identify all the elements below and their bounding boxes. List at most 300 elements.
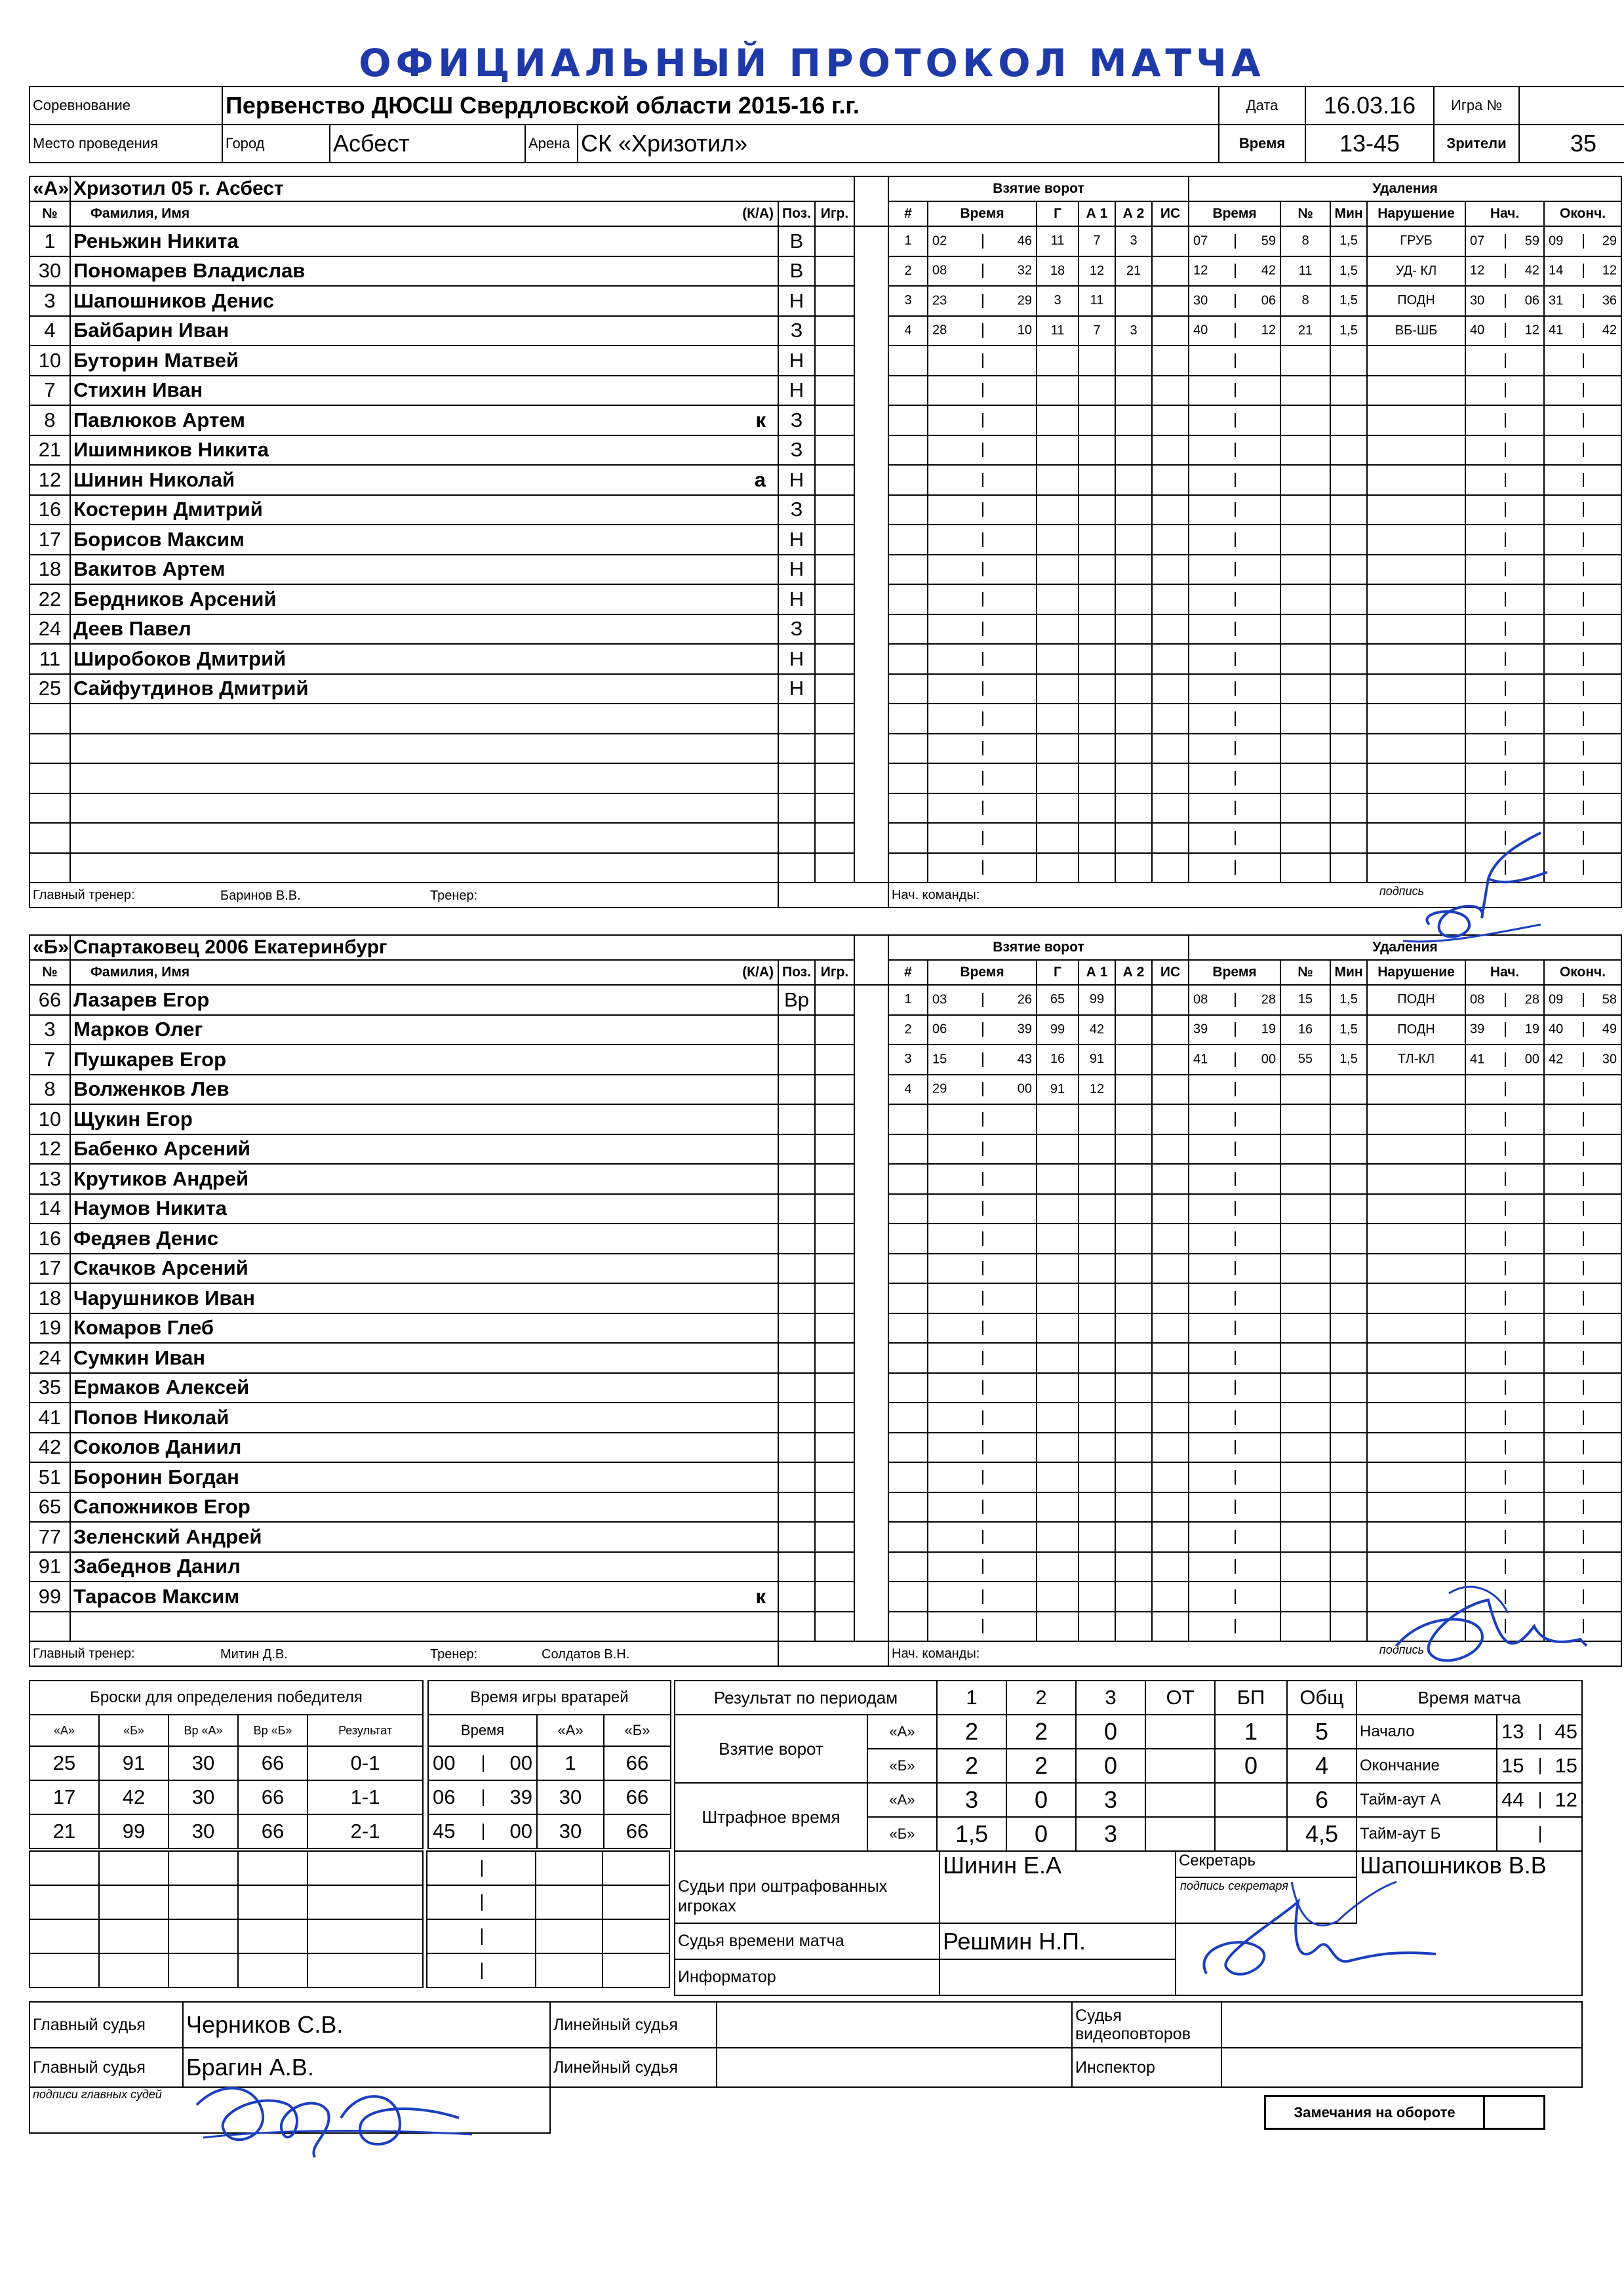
penalty-time	[1189, 704, 1280, 734]
player-position	[778, 1045, 815, 1075]
goal-number	[888, 584, 928, 614]
player-name: Бердников Арсений	[70, 584, 778, 614]
city-value: Асбест	[330, 125, 525, 163]
player-row	[30, 1224, 1621, 1254]
remarks-checkbox[interactable]	[1484, 2096, 1545, 2129]
player-row	[30, 1373, 1621, 1403]
player-name: Деев Павел	[70, 614, 778, 645]
player-number	[30, 704, 70, 734]
goal-scorer	[1037, 704, 1079, 734]
player-played	[815, 525, 854, 555]
penalty-minutes	[1330, 1134, 1367, 1165]
player-played	[815, 1343, 854, 1373]
penalty-violation: ПОДН	[1367, 1015, 1465, 1045]
penalty-start	[1465, 1164, 1544, 1194]
shootout-cell: 21	[30, 1814, 99, 1848]
goal-time	[928, 1313, 1037, 1344]
penalty-end: 14 12	[1544, 256, 1621, 287]
player-number: 8	[30, 1075, 70, 1105]
penalty-time: 41 00	[1189, 1045, 1280, 1075]
goal-scorer	[1037, 1403, 1079, 1433]
shootout-col-1: «Б»	[99, 1715, 168, 1746]
player-number: 41	[30, 1403, 70, 1433]
goal-assist-2	[1115, 1194, 1152, 1224]
pim-a-bp	[1215, 1783, 1287, 1817]
goal-assist-1	[1079, 555, 1115, 585]
col-pen-start: Нач.	[1465, 960, 1544, 985]
player-row	[30, 584, 1621, 614]
goal-time	[928, 1552, 1037, 1582]
player-name: Щукин Егор	[70, 1104, 778, 1134]
col-pos: Поз.	[778, 201, 815, 226]
player-position: З	[778, 435, 815, 466]
penalty-start	[1465, 644, 1544, 674]
goal-scorer	[1037, 1433, 1079, 1463]
penalty-minutes	[1330, 525, 1367, 555]
penalty-violation	[1367, 1194, 1465, 1224]
penalty-end	[1544, 1433, 1621, 1463]
player-played	[815, 1403, 854, 1433]
goal-assist-1	[1079, 584, 1115, 614]
remarks-label: Замечания на обороте	[1265, 2096, 1484, 2129]
goal-assist-1	[1079, 823, 1115, 853]
goal-number	[888, 495, 928, 525]
timeout-a-label: Тайм-аут А	[1357, 1783, 1497, 1817]
goal-scorer	[1037, 614, 1079, 645]
goalie-time-table	[427, 1680, 671, 1849]
goal-scorer: 91	[1037, 1075, 1079, 1105]
goal-assist-1	[1079, 525, 1115, 555]
player-played	[815, 1045, 854, 1075]
penalty-end: 31 36	[1544, 286, 1621, 316]
penalty-minutes	[1330, 1373, 1367, 1403]
penalty-minutes	[1330, 614, 1367, 645]
penalty-end	[1544, 1283, 1621, 1313]
penalty-start	[1465, 1075, 1544, 1105]
team-a-head-cell: Нач. команды: подпись	[888, 883, 1621, 908]
penalty-time	[1189, 1134, 1280, 1165]
penalty-time	[1189, 1224, 1280, 1254]
goal-time	[928, 614, 1037, 645]
goal-scorer: 3	[1037, 286, 1079, 316]
penalty-time	[1189, 555, 1280, 585]
player-row	[30, 853, 1621, 883]
linesman-1	[717, 2002, 1072, 2048]
goal-scorer: 11	[1037, 316, 1079, 346]
penalty-start	[1465, 465, 1544, 495]
penalty-start	[1465, 763, 1544, 793]
goal-number	[888, 1313, 928, 1344]
penalty-time: 07 59	[1189, 226, 1280, 256]
penalty-start: 41 00	[1465, 1045, 1544, 1075]
penalty-player	[1280, 644, 1330, 674]
penalty-violation	[1367, 1403, 1465, 1433]
goal-situation	[1152, 1552, 1189, 1582]
penalty-minutes: 1,5	[1330, 316, 1367, 346]
col-goal-a1: А 1	[1079, 201, 1115, 226]
penalty-minutes	[1330, 1552, 1367, 1582]
goal-number: 3	[888, 286, 928, 316]
shootout-table	[29, 1680, 424, 1849]
pim-b-p2: 0	[1006, 1817, 1076, 1851]
penalty-start	[1465, 405, 1544, 435]
penalty-start	[1465, 1224, 1544, 1254]
goal-assist-2	[1115, 1224, 1152, 1254]
goal-assist-2	[1115, 525, 1152, 555]
penalty-minutes	[1330, 555, 1367, 585]
goals-b-total: 4	[1287, 1749, 1357, 1783]
player-name: Боронин Богдан	[70, 1462, 778, 1492]
goal-number	[888, 674, 928, 704]
penalty-minutes	[1330, 1194, 1367, 1224]
goal-time	[928, 823, 1037, 853]
penalty-time: 30 06	[1189, 286, 1280, 316]
penalty-violation	[1367, 1313, 1465, 1344]
penalty-end	[1544, 1492, 1621, 1523]
player-played	[815, 1612, 854, 1642]
penalty-end	[1544, 346, 1621, 376]
goal-number	[888, 644, 928, 674]
goal-assist-1	[1079, 1492, 1115, 1523]
col-pen-num: №	[1280, 201, 1330, 226]
player-position: З	[778, 614, 815, 645]
goal-situation	[1152, 555, 1189, 585]
penalty-end	[1544, 1373, 1621, 1403]
player-row	[30, 793, 1621, 824]
player-number	[30, 734, 70, 764]
goal-scorer	[1037, 405, 1079, 435]
player-position: Н	[778, 465, 815, 495]
player-number: 3	[30, 286, 70, 316]
player-played	[815, 316, 854, 346]
goal-time	[928, 734, 1037, 764]
goal-scorer	[1037, 853, 1079, 883]
goals-b-bp: 0	[1215, 1749, 1287, 1783]
goal-assist-2	[1115, 734, 1152, 764]
penalty-start	[1465, 555, 1544, 585]
penalty-end	[1544, 1075, 1621, 1105]
penalty-minutes	[1330, 674, 1367, 704]
shootout-cell: 99	[99, 1814, 168, 1848]
goal-assist-1: 7	[1079, 316, 1115, 346]
goal-time	[928, 435, 1037, 466]
informer-value	[940, 1959, 1176, 1995]
goal-assist-1	[1079, 1104, 1115, 1134]
penalty-end	[1544, 525, 1621, 555]
goal-situation	[1152, 1313, 1189, 1344]
goal-scorer	[1037, 734, 1079, 764]
penalty-judges-label: Судьи при оштрафованных игроках	[675, 1851, 940, 1923]
shootout-cell: 25	[30, 1746, 99, 1780]
penalty-violation	[1367, 1283, 1465, 1313]
player-played	[815, 1522, 854, 1552]
penalty-violation	[1367, 1522, 1465, 1552]
penalty-start	[1465, 1492, 1544, 1523]
player-position: В	[778, 226, 815, 256]
goal-assist-2	[1115, 346, 1152, 376]
player-played	[815, 435, 854, 466]
timekeeper-label: Судья времени матча	[675, 1923, 940, 1959]
penalty-violation	[1367, 704, 1465, 734]
goal-number	[888, 1104, 928, 1134]
chief-signatures-cell: подписи главных судей	[30, 2087, 550, 2133]
player-name	[70, 763, 778, 793]
player-played	[815, 853, 854, 883]
time-value: 13-45	[1305, 125, 1434, 163]
penalty-minutes	[1330, 1522, 1367, 1552]
goal-scorer	[1037, 1492, 1079, 1523]
penalty-start	[1465, 1403, 1544, 1433]
captain-mark: а	[754, 468, 766, 491]
goal-assist-1: 99	[1079, 985, 1115, 1015]
spectators-value: 35	[1519, 125, 1624, 163]
penalty-player	[1280, 614, 1330, 645]
goal-situation	[1152, 1582, 1189, 1612]
goal-time: 08 32	[928, 256, 1037, 287]
penalty-time	[1189, 346, 1280, 376]
player-row	[30, 226, 1621, 256]
date-label: Дата	[1219, 87, 1305, 125]
penalty-time	[1189, 465, 1280, 495]
penalty-violation	[1367, 1492, 1465, 1523]
shootout-cell: 17	[30, 1780, 99, 1814]
penalty-time	[1189, 1164, 1280, 1194]
penalty-end	[1544, 465, 1621, 495]
player-position	[778, 1283, 815, 1313]
goal-assist-2	[1115, 1462, 1152, 1492]
player-name: Сапожников Егор	[70, 1492, 778, 1523]
goal-assist-2	[1115, 763, 1152, 793]
penalty-start: 39 19	[1465, 1015, 1544, 1045]
shootout-col-0: «А»	[30, 1715, 99, 1746]
player-row	[30, 1104, 1621, 1134]
player-position: Н	[778, 525, 815, 555]
player-played	[815, 734, 854, 764]
goal-assist-2	[1115, 1313, 1152, 1344]
penalty-violation	[1367, 376, 1465, 406]
penalty-minutes	[1330, 1403, 1367, 1433]
player-name: Буторин Матвей	[70, 346, 778, 376]
penalty-time	[1189, 793, 1280, 824]
goal-scorer	[1037, 1582, 1079, 1612]
goal-assist-2	[1115, 495, 1152, 525]
goal-number	[888, 1373, 928, 1403]
player-row	[30, 674, 1621, 704]
penalty-end	[1544, 1104, 1621, 1134]
player-row	[30, 704, 1621, 734]
shootout-cell: 30	[168, 1780, 238, 1814]
goal-time	[928, 763, 1037, 793]
penalty-minutes	[1330, 704, 1367, 734]
goal-scorer	[1037, 763, 1079, 793]
timekeeper-value: Решмин Н.П.	[940, 1923, 1176, 1959]
col-pen-end: Оконч.	[1544, 201, 1621, 226]
goal-assist-2	[1115, 793, 1152, 824]
penalty-violation	[1367, 346, 1465, 376]
player-played	[815, 1283, 854, 1313]
secretary-signature	[1180, 1875, 1456, 2000]
player-name: Скачков Арсений	[70, 1254, 778, 1284]
penalty-time	[1189, 614, 1280, 645]
goal-number	[888, 1522, 928, 1552]
penalty-player: 11	[1280, 256, 1330, 287]
goal-assist-2	[1115, 1343, 1152, 1373]
goal-number	[888, 435, 928, 466]
penalty-player	[1280, 1462, 1330, 1492]
penalty-minutes	[1330, 1283, 1367, 1313]
penalty-minutes	[1330, 1254, 1367, 1284]
goal-assist-1	[1079, 644, 1115, 674]
penalty-violation	[1367, 555, 1465, 585]
team-b-signature	[1383, 1574, 1593, 1679]
penalty-end	[1544, 1254, 1621, 1284]
goal-assist-1	[1079, 1343, 1115, 1373]
player-name: Лазарев Егор	[70, 985, 778, 1015]
penalty-violation	[1367, 734, 1465, 764]
penalty-player	[1280, 1104, 1330, 1134]
col-played: Игр.	[815, 201, 854, 226]
period-ot-head: ОТ	[1145, 1681, 1215, 1715]
goal-time	[928, 853, 1037, 883]
goal-assist-1	[1079, 1522, 1115, 1552]
goal-time	[928, 495, 1037, 525]
penalty-minutes	[1330, 853, 1367, 883]
goal-scorer	[1037, 1194, 1079, 1224]
player-number: 3	[30, 1015, 70, 1045]
player-row	[30, 376, 1621, 406]
goalie-time	[427, 1851, 536, 1885]
goal-assist-2	[1115, 555, 1152, 585]
goalie-row	[428, 1814, 671, 1848]
player-position: В	[778, 256, 815, 287]
team-a-name: Хризотил 05 г. Асбест	[70, 176, 854, 201]
penalty-player	[1280, 525, 1330, 555]
arena-label: Арена	[525, 125, 578, 163]
goalie-time: 06 39	[428, 1780, 537, 1814]
goal-time	[928, 1134, 1037, 1165]
shootout-cell: 66	[238, 1780, 307, 1814]
goal-time	[928, 1582, 1037, 1612]
goalie-time-title: Время игры вратарей	[428, 1681, 671, 1715]
penalty-minutes: 1,5	[1330, 226, 1367, 256]
penalty-end	[1544, 1164, 1621, 1194]
penalty-violation	[1367, 1104, 1465, 1134]
player-number: 10	[30, 346, 70, 376]
goal-assist-2: 3	[1115, 316, 1152, 346]
goal-assist-1	[1079, 1194, 1115, 1224]
player-name	[70, 704, 778, 734]
goal-scorer	[1037, 823, 1079, 853]
penalty-violation	[1367, 674, 1465, 704]
goal-scorer	[1037, 1313, 1079, 1344]
player-position: З	[778, 316, 815, 346]
period-total-head: Общ	[1287, 1681, 1357, 1715]
player-number: 24	[30, 1343, 70, 1373]
player-played	[815, 1254, 854, 1284]
goal-number	[888, 376, 928, 406]
periods-goals-label: Взятие ворот	[675, 1715, 867, 1783]
goals-a-ot	[1145, 1715, 1215, 1749]
periods-row-b-label: «Б»	[867, 1749, 937, 1783]
player-name: Соколов Даниил	[70, 1433, 778, 1463]
goal-time	[928, 525, 1037, 555]
penalty-start: 40 12	[1465, 316, 1544, 346]
player-number: 30	[30, 256, 70, 287]
goal-situation	[1152, 1104, 1189, 1134]
goal-time	[928, 1194, 1037, 1224]
penalty-end	[1544, 376, 1621, 406]
penalty-player	[1280, 584, 1330, 614]
penalty-end	[1544, 1462, 1621, 1492]
goal-time: 06 39	[928, 1015, 1037, 1045]
blank-row	[30, 1885, 669, 1919]
goal-number	[888, 1433, 928, 1463]
goal-scorer	[1037, 1134, 1079, 1165]
player-row	[30, 763, 1621, 793]
penalty-violation: ГРУБ	[1367, 226, 1465, 256]
goal-number	[888, 1164, 928, 1194]
goal-situation	[1152, 226, 1189, 256]
penalty-violation	[1367, 495, 1465, 525]
goal-assist-2	[1115, 823, 1152, 853]
goal-scorer	[1037, 1522, 1079, 1552]
player-number: 99	[30, 1582, 70, 1612]
goal-situation	[1152, 1164, 1189, 1194]
penalty-end: 42 30	[1544, 1045, 1621, 1075]
player-number: 18	[30, 1283, 70, 1313]
goal-assist-2	[1115, 1552, 1152, 1582]
goal-assist-2	[1115, 1373, 1152, 1403]
player-position	[778, 1224, 815, 1254]
goal-assist-2	[1115, 1612, 1152, 1642]
team-b-penalties-title: Удаления	[1189, 935, 1621, 960]
penalty-time	[1189, 1403, 1280, 1433]
player-row	[30, 1492, 1621, 1523]
shootout-cell: 2-1	[307, 1814, 423, 1848]
penalty-time	[1189, 1433, 1280, 1463]
player-name: Сумкин Иван	[70, 1343, 778, 1373]
goal-number	[888, 1552, 928, 1582]
goal-scorer	[1037, 1224, 1079, 1254]
penalty-player	[1280, 853, 1330, 883]
player-row	[30, 465, 1621, 495]
player-position: Н	[778, 555, 815, 585]
col-goal-g: Г	[1037, 201, 1079, 226]
shootout-title: Броски для определения победителя	[30, 1681, 423, 1715]
penalty-end: 09 29	[1544, 226, 1621, 256]
goal-number	[888, 1403, 928, 1433]
penalty-minutes	[1330, 763, 1367, 793]
player-number: 17	[30, 525, 70, 555]
pim-a-ot	[1145, 1783, 1215, 1817]
goal-assist-2	[1115, 1492, 1152, 1523]
penalty-player	[1280, 1612, 1330, 1642]
goal-assist-1	[1079, 346, 1115, 376]
penalty-start: 12 42	[1465, 256, 1544, 287]
goal-time	[928, 1433, 1037, 1463]
goalie-col-a: «А»	[537, 1715, 604, 1746]
shootout-col-3: Вр «Б»	[238, 1715, 307, 1746]
player-played	[815, 1015, 854, 1045]
penalty-end	[1544, 1343, 1621, 1373]
player-played	[815, 1224, 854, 1254]
player-position	[778, 1433, 815, 1463]
penalty-time	[1189, 525, 1280, 555]
goal-scorer	[1037, 674, 1079, 704]
col-pen-violation: Нарушение	[1367, 960, 1465, 985]
penalty-player	[1280, 1134, 1330, 1165]
game-value	[1519, 87, 1624, 125]
